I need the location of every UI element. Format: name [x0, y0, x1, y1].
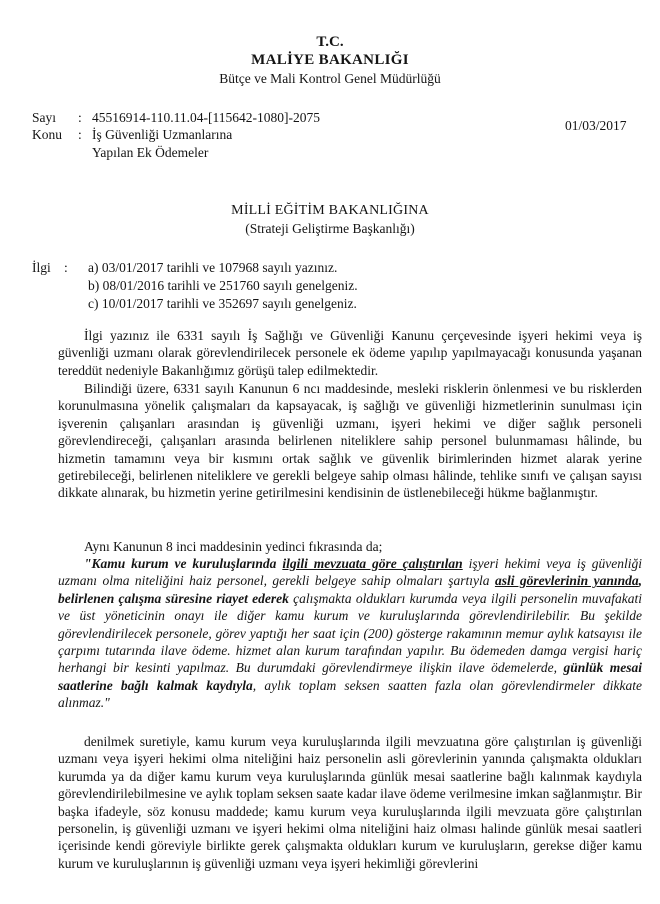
quote-underlined-asli-gorev: asli görevlerinin yanında — [494, 573, 639, 589]
addressee-name: MİLLİ EĞİTİM BAKANLIĞINA — [231, 203, 429, 218]
quote-underlined-mevzuat: ilgili mevzuata göre çalıştırılan — [282, 556, 463, 571]
quote-part-5: , belirlenen çalışma süresine riayet ederek — [58, 573, 642, 606]
paragraph-article-8-intro-text: Aynı Kanunun 8 inci maddesinin yedinci fıkrasında da; — [84, 539, 383, 554]
ilgi-colon: : — [64, 260, 68, 275]
konu-colon: : — [78, 127, 82, 142]
quote-part-6: çalışmakta oldukları kurumda veya ilgili personelin muvafakati ve üst yöneticinin onayı ile diğer kamu kurum ve kuruluşlarında görevlendirilebilir. Bu şekilde görevlendirilecek personele, görev yaptığı her saat için (200) gösterge rakamının memur aylık katsayısı ile çarpımı tutarında ilave ödeme. hizmet alan kurum tarafından yapılır. Bu ödemeden damga vergisi hariç herhangi bir kesinti yapılmaz. Bu durumdaki görevlendirmeye ilişkin ilave ödemelerde, — [58, 590, 642, 676]
paragraph-article-6-text: Bilindiği üzere, 6331 sayılı Kanunun 6 ncı maddesinde, mesleki risklerin önlenmesi ve bu risklerden korunulmasına yönelik çalışmaları da kapsayacak, iş sağlığı ve güvenliği hizmetlerinin sunulması için işverenin çalışanları arasından iş güvenliği uzmanı, işyeri hekimi ve diğer sağlık personeli görevlendireceği, çalışanları arasında belirlenen niteliklere sahip personel bulunmaması hâlinde, bu hizmetin tamamını veya bir kısmını ortak sağlık ve güvenlik birimlerinden hizmet alarak yerine getirebileceği, belirlenen niteliklere ve gerekli belgeye sahip olması hâlinde, tehlike sınıfı ve çalışan sayısı dikkate alınarak, bu hizmetin yerine getirilmesini kendisinin de üstlenebileceği hükme bağlanmıştır. — [58, 381, 642, 501]
ilgi-item-b: b) 08/01/2016 tarihli ve 251760 sayılı genelgeniz. — [88, 278, 358, 293]
quote-part-1: "Kamu kurum ve kuruluşlarında — [84, 556, 283, 571]
ilgi-item-a: a) 03/01/2017 tarihli ve 107968 sayılı yazınız. — [88, 260, 338, 275]
quote-part-8: , aylık toplam seksen saatten fazla olan görevlendirmeler dikkate alınmaz." — [58, 677, 642, 711]
paragraph-request — [58, 327, 642, 379]
quote-part-3: işyeri hekimi veya iş güvenliği uzmanı olma niteliğini haiz personel, gerekli belgeye sahip olmaları şartıyla — [58, 556, 643, 589]
paragraph-conclusion — [58, 733, 642, 872]
header-tc: T.C. — [316, 34, 344, 50]
quoted-law-text — [58, 555, 642, 712]
quote-bold-mesai: günlük mesai saatlerine bağlı kalmak kaydıyla — [58, 660, 642, 693]
konu-line-1: İş Güvenliği Uzmanlarına — [92, 127, 233, 142]
addressee-unit: (Strateji Geliştirme Başkanlığı) — [245, 221, 415, 236]
paragraph-article-6 — [58, 380, 642, 502]
konu-line-2: Yapılan Ek Ödemeler — [92, 145, 209, 160]
header-directorate: Bütçe ve Mali Kontrol Genel Müdürlüğü — [219, 71, 441, 86]
ilgi-label: İlgi — [32, 260, 51, 275]
konu-label: Konu — [32, 127, 62, 142]
sayi-label: Sayı — [32, 110, 57, 125]
header-ministry: MALİYE BAKANLIĞI — [251, 52, 409, 68]
paragraph-request-text: İlgi yazınız ile 6331 sayılı İş Sağlığı ve Güvenliği Kanunu çerçevesinde işyeri hekimi veya iş güvenliği uzmanı olarak görevlendirilecek personele ek ödeme yapılıp yapılmayacağı konusunda yaşanan tereddüt nedeniyle Bakanlığımız görüşü talep edilmektedir. — [58, 328, 642, 378]
sayi-value: 45516914-110.11.04-[115642-1080]-2075 — [92, 110, 320, 125]
paragraph-article-8-intro — [58, 538, 642, 555]
document-date: 01/03/2017 — [565, 118, 627, 133]
ilgi-item-c: c) 10/01/2017 tarihli ve 352697 sayılı genelgeniz. — [88, 296, 357, 311]
paragraph-conclusion-text: denilmek suretiyle, kamu kurum veya kuruluşlarında ilgili mevzuatına göre çalıştırılan iş güvenliği uzmanı veya işyeri hekimi olma niteliğini haiz personelin asli görevlerinin yanında çalışmakta oldukları kurumda ya da diğer kamu kurum veya kuruluşlarında günlük mesai saatlerine bağlı kalınmak kaydıyla görevlendirilebilmesine ve aylık toplam seksen saate kadar ilave ödeme verilmesine imkan sağlanmıştır. Bir başka ifadeyle, söz konusu maddede; kamu kurum veya kuruluşlarında ilgili mevzuata göre çalıştırılan personelin, iş güvenliği uzmanı ve işyeri hekimi olma niteliğini haiz olması halinde günlük mesai saatleri içerisinde kendi göreviyle birlikte gerek çalışmakta oldukları kurum ve kuruluşların, gerekse diğer kamu kurum ve kuruluşlarının iş güvenliği uzmanı veya işyeri hekimliği görevlerini — [58, 734, 642, 871]
sayi-colon: : — [78, 110, 82, 125]
